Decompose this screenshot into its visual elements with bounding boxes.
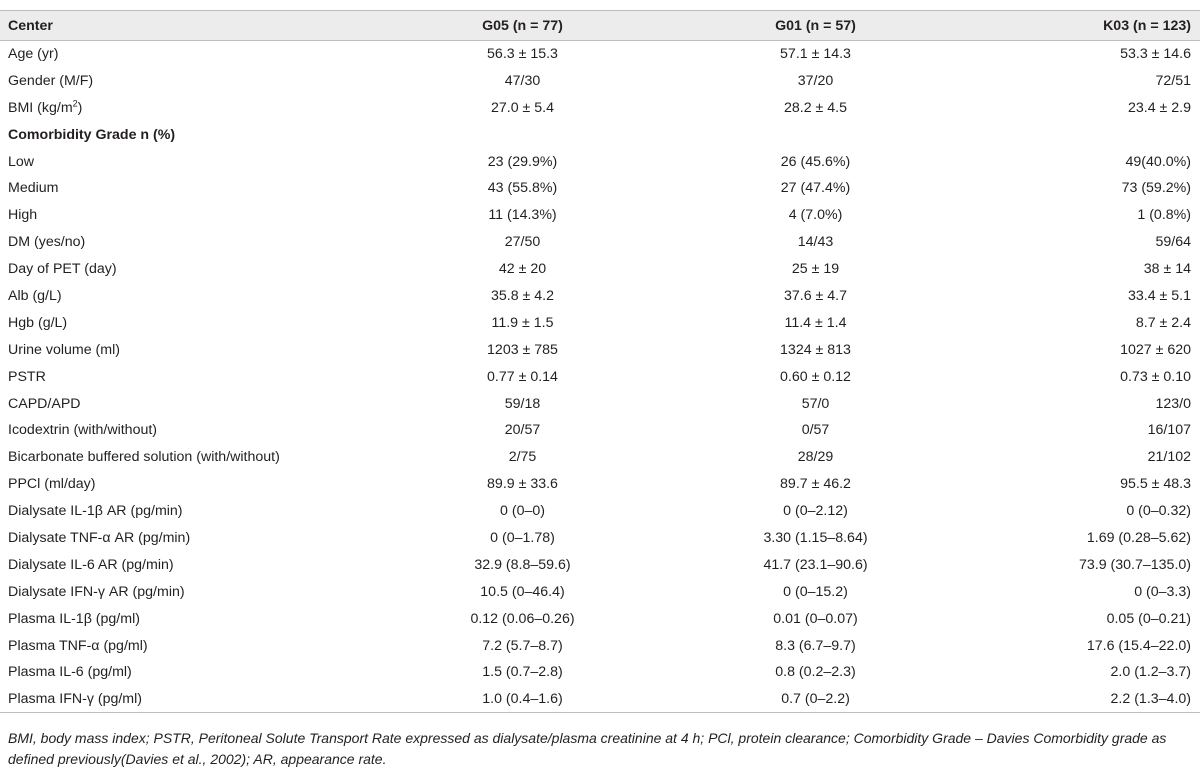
row-label-text: Bicarbonate buffered solution (with/without) xyxy=(8,449,280,466)
row-label-text: Low xyxy=(8,153,35,170)
cell-g01: 1324 ± 813 xyxy=(780,341,851,358)
cell-g05: 1.5 (0.7–2.8) xyxy=(482,664,563,681)
cell-k03: 72/51 xyxy=(1155,72,1191,89)
table-row xyxy=(0,605,1200,632)
cell-k03: 73 (59.2%) xyxy=(1121,180,1191,197)
cell-g05: 0.12 (0.06–0.26) xyxy=(470,610,575,627)
cell-g01: 14/43 xyxy=(797,234,834,251)
row-label-text: Hgb (g/L) xyxy=(8,314,68,331)
table-row xyxy=(0,632,1200,659)
cell-g05: 27/50 xyxy=(504,234,541,251)
row-label xyxy=(0,551,345,578)
row-label xyxy=(0,471,345,498)
row-label xyxy=(0,632,345,659)
row-label xyxy=(0,363,345,390)
table-row xyxy=(0,229,1200,256)
row-label-text: Plasma IL-1β (pg/ml) xyxy=(8,610,140,627)
cell-k03: 33.4 ± 5.1 xyxy=(1127,287,1191,304)
row-label-text: High xyxy=(8,207,38,224)
cell-k03: 8.7 ± 2.4 xyxy=(1135,314,1191,331)
cell-g01: 4 (7.0%) xyxy=(788,207,843,224)
cell-g01: 0.7 (0–2.2) xyxy=(630,686,915,713)
row-label xyxy=(0,525,345,552)
cell-g01: 11.4 ± 1.4 xyxy=(784,314,847,331)
table-row xyxy=(0,551,1200,578)
cell-g05: 0 (0–1.78) xyxy=(490,529,555,546)
cell-g01: 0.8 (0.2–2.3) xyxy=(775,664,856,681)
row-label xyxy=(0,229,345,256)
row-label-text: CAPD/APD xyxy=(8,395,81,412)
cell-g05: 0.77 ± 0.14 xyxy=(487,368,558,385)
row-label-text: Icodextrin (with/without) xyxy=(8,422,158,439)
cell-k03: 0.73 ± 0.10 xyxy=(1120,368,1191,385)
cell-k03: 123/0 xyxy=(1155,395,1191,412)
table-header-row xyxy=(0,11,1200,41)
row-label xyxy=(0,121,345,148)
row-label-text: Plasma IFN-γ (pg/ml) xyxy=(8,691,143,708)
row-label xyxy=(0,605,345,632)
cell-g05: 0 (0–0) xyxy=(500,503,545,520)
cell-g01: 0/57 xyxy=(801,422,830,439)
table-row xyxy=(0,41,1200,68)
cell-k03: 2.0 (1.2–3.7) xyxy=(1110,664,1191,681)
cell-k03: 53.3 ± 14.6 xyxy=(1120,46,1191,63)
cell-g01: 0 (0–15.2) xyxy=(783,583,848,600)
table-row xyxy=(0,202,1200,229)
row-label xyxy=(0,686,345,713)
row-label-text: Dialysate IL-6 AR (pg/min) xyxy=(8,556,174,573)
cell-g01: 0.60 ± 0.12 xyxy=(780,368,851,385)
table-row xyxy=(0,498,1200,525)
row-label-text: Plasma IL-6 (pg/ml) xyxy=(8,664,132,681)
row-label xyxy=(0,390,345,417)
cell-g01: 28.2 ± 4.5 xyxy=(783,99,847,116)
cell-g05: 23 (29.9%) xyxy=(487,153,558,170)
cell-k03: 59/64 xyxy=(1155,234,1191,251)
table-subheader-row xyxy=(0,121,1200,148)
table-row xyxy=(0,444,1200,471)
cell-g01: 89.7 ± 46.2 xyxy=(780,476,851,493)
table-row xyxy=(0,659,1200,686)
cell-g01: 41.7 (23.1–90.6) xyxy=(763,556,868,573)
row-label-text: PPCl (ml/day) xyxy=(8,476,96,493)
row-label-text: Dialysate IFN-γ AR (pg/min) xyxy=(8,583,185,600)
cell-k03: 1 (0.8%) xyxy=(1137,207,1191,224)
table-row xyxy=(0,67,1200,94)
row-label-text: DM (yes/no) xyxy=(8,234,86,251)
row-label xyxy=(0,202,345,229)
cell-g01: 0.01 (0–0.07) xyxy=(773,610,858,627)
row-label xyxy=(0,417,345,444)
row-label-text: Age (yr) xyxy=(8,46,59,63)
row-label xyxy=(0,148,345,175)
cell-g05: 20/57 xyxy=(504,422,541,439)
cell-k03: 0 (0–3.3) xyxy=(1134,583,1191,600)
row-label-superscript: 2 xyxy=(72,97,78,108)
header-center: Center xyxy=(0,11,345,41)
table-row xyxy=(0,309,1200,336)
cell-k03: 16/107 xyxy=(1147,422,1191,439)
row-label xyxy=(0,659,345,686)
cell-k03: 49(40.0%) xyxy=(1125,153,1191,170)
cell-k03: 73.9 (30.7–135.0) xyxy=(1078,556,1191,573)
cell-g05: 7.2 (5.7–8.7) xyxy=(482,637,563,654)
row-label-text: BMI (kg/m xyxy=(8,99,73,116)
cell-g01: 3.30 (1.15–8.64) xyxy=(763,529,868,546)
cell-k03: 0 (0–0.32) xyxy=(1126,503,1191,520)
header-g05: G05 (n = 77) xyxy=(345,11,630,41)
table-row xyxy=(0,148,1200,175)
row-label-text: Plasma TNF-α (pg/ml) xyxy=(8,637,148,654)
row-label-text: Comorbidity Grade n (%) xyxy=(8,126,176,143)
row-label xyxy=(0,283,345,310)
cell-g05: 32.9 (8.8–59.6) xyxy=(474,556,571,573)
cell-g01: 0 (0–2.12) xyxy=(783,503,848,520)
table-row xyxy=(0,525,1200,552)
cell-g05: 11.9 ± 1.5 xyxy=(491,314,554,331)
table-body xyxy=(0,41,1200,713)
row-label-text: Dialysate TNF-α AR (pg/min) xyxy=(8,529,191,546)
row-label xyxy=(0,67,345,94)
cell-g01: 27 (47.4%) xyxy=(780,180,851,197)
row-label xyxy=(0,498,345,525)
cell-g01: 8.3 (6.7–9.7) xyxy=(775,637,856,654)
cell-g05: 10.5 (0–46.4) xyxy=(480,583,565,600)
cell-g05: 1203 ± 785 xyxy=(487,341,558,358)
cell-g05 xyxy=(345,121,630,148)
row-label xyxy=(0,41,345,68)
cell-k03: 17.6 (15.4–22.0) xyxy=(1086,637,1191,654)
table-row xyxy=(0,283,1200,310)
cell-g01: 28/29 xyxy=(797,449,834,466)
table-row xyxy=(0,417,1200,444)
table-row xyxy=(0,336,1200,363)
cell-g01: 26 (45.6%) xyxy=(780,153,851,170)
table-footnote: BMI, body mass index; PSTR, Peritoneal Solute Transport Rate expressed as dialysate/plasma creatinine at 4 h; PCl, protein clearance; Comorbidity Grade – Davies Comorbidity grade as defined previously(Davies et al., 2002); AR, appearance rate. xyxy=(8,730,1167,767)
table-row xyxy=(0,175,1200,202)
cell-g05: 11 (14.3%) xyxy=(488,207,557,224)
cell-k03: 95.5 ± 48.3 xyxy=(1120,476,1191,493)
table-row xyxy=(0,471,1200,498)
patient-characteristics-table xyxy=(0,10,1200,713)
cell-k03: 1.69 (0.28–5.62) xyxy=(1086,529,1191,546)
row-label xyxy=(0,444,345,471)
cell-g01 xyxy=(630,121,915,148)
table-row xyxy=(0,256,1200,283)
row-label-text: Alb (g/L) xyxy=(8,287,62,304)
cell-g05: 1.0 (0.4–1.6) xyxy=(345,686,630,713)
cell-k03: 1027 ± 620 xyxy=(1120,341,1191,358)
row-label xyxy=(0,309,345,336)
cell-g05: 42 ± 20 xyxy=(498,261,547,278)
row-label-suffix: ) xyxy=(77,99,83,116)
row-label xyxy=(0,256,345,283)
cell-g05: 59/18 xyxy=(504,395,541,412)
cell-g05: 43 (55.8%) xyxy=(487,180,558,197)
cell-g01: 37/20 xyxy=(797,72,834,89)
cell-k03: 21/102 xyxy=(1147,449,1191,466)
cell-k03: 23.4 ± 2.9 xyxy=(1127,99,1191,116)
row-label-text: Day of PET (day) xyxy=(8,261,117,278)
cell-g05: 47/30 xyxy=(504,72,541,89)
cell-g01: 57/0 xyxy=(801,395,830,412)
cell-g05: 35.8 ± 4.2 xyxy=(490,287,554,304)
cell-g01: 57.1 ± 14.3 xyxy=(780,46,851,63)
header-k03: K03 (n = 123) xyxy=(915,11,1200,41)
row-label-text: Dialysate IL-1β AR (pg/min) xyxy=(8,503,183,520)
cell-k03: 2.2 (1.3–4.0) xyxy=(915,686,1200,713)
table-row xyxy=(0,94,1200,121)
cell-g05: 89.9 ± 33.6 xyxy=(487,476,558,493)
table-row xyxy=(0,686,1200,713)
row-label xyxy=(0,175,345,202)
cell-g05: 27.0 ± 5.4 xyxy=(490,99,554,116)
row-label xyxy=(0,94,345,121)
cell-g05: 2/75 xyxy=(508,449,537,466)
table-row xyxy=(0,363,1200,390)
cell-k03: 38 ± 14 xyxy=(1143,261,1191,278)
table-row xyxy=(0,390,1200,417)
cell-k03 xyxy=(915,121,1200,148)
header-g01: G01 (n = 57) xyxy=(630,11,915,41)
cell-k03: 0.05 (0–0.21) xyxy=(1106,610,1191,627)
table-row xyxy=(0,578,1200,605)
cell-g05: 56.3 ± 15.3 xyxy=(487,46,558,63)
row-label-text: Gender (M/F) xyxy=(8,72,94,89)
row-label xyxy=(0,336,345,363)
row-label-text: PSTR xyxy=(8,368,46,385)
row-label xyxy=(0,578,345,605)
row-label-text: Medium xyxy=(8,180,59,197)
cell-g01: 37.6 ± 4.7 xyxy=(783,287,847,304)
row-label-text: Urine volume (ml) xyxy=(8,341,120,358)
cell-g01: 25 ± 19 xyxy=(791,261,840,278)
